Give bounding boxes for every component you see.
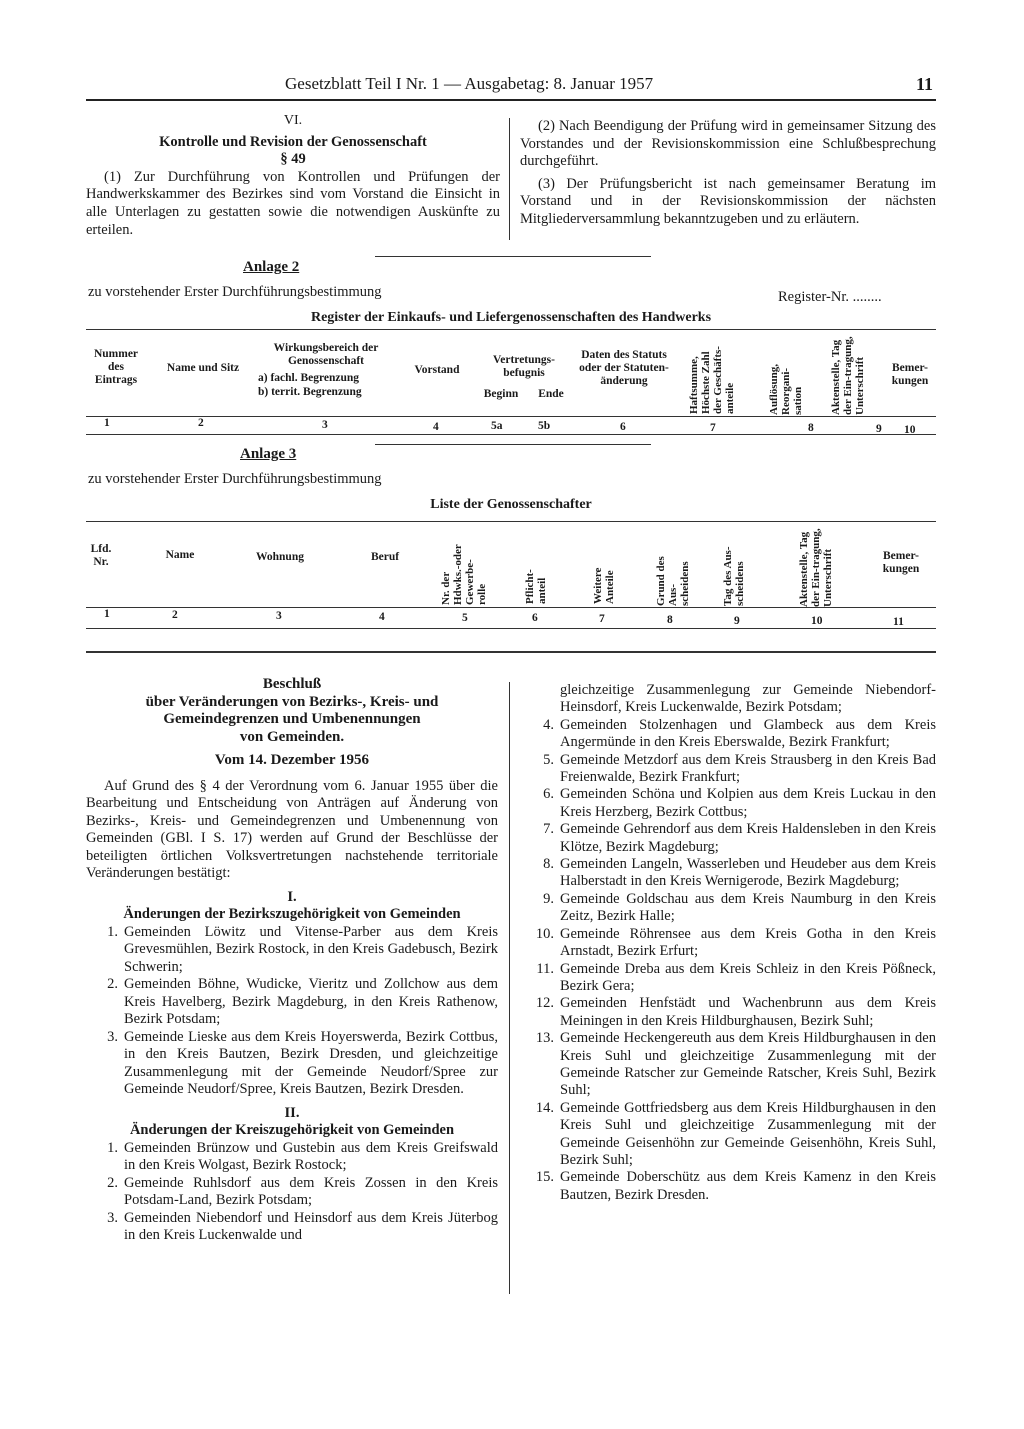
item-number: 11. <box>536 960 554 977</box>
col-weitere-anteile: Weitere Anteile <box>592 567 616 604</box>
list-item <box>522 926 936 961</box>
item-number: 1. <box>107 923 118 940</box>
section-divider <box>86 651 936 653</box>
item-text: Gemeinde Gehrendorf aus dem Kreis Haldensleben in den Kreis Klötze, Bezirk Magdeburg; <box>560 821 936 855</box>
col-aufloesung: Auflösung, Reorgani-sation <box>768 363 804 415</box>
item-text: Gemeinde Doberschütz aus dem Kreis Kamenz in den Kreis Bautzen, Bezirk Dresden. <box>560 1169 936 1203</box>
table2-mid-rule <box>86 416 936 417</box>
col-nummer: Nummer des Eintrags <box>93 348 139 386</box>
beschluss-intro: Auf Grund des § 4 der Verordnung vom 6. Januar 1955 über die Bearbeitung und Entscheidung von Anträgen auf Änderung von Bezirks-, Kreis- und Gemeindegrenzen und Umbenennung von Gemeinden (GBl. I S. 17) werden auf Grund der Beschlüsse der beteiligten örtlichen Volksvertretungen nachstehende territoriale Veränderungen bestätigt: <box>86 777 498 881</box>
col-lfd-nr: Lfd. Nr. <box>90 543 112 568</box>
col-rolle: Nr. der Hdwks.-oder Gewerbe-rolle <box>440 544 488 605</box>
col-name-sitz: Name und Sitz <box>166 362 240 374</box>
col-num: 2 <box>198 417 204 429</box>
section-number: VI. <box>283 113 303 128</box>
col-bemerkungen: Bemer-kungen <box>882 550 920 575</box>
col-num: 8 <box>808 422 814 434</box>
anlage2-table-title: Register der Einkaufs- und Liefergenossenschaften des Handwerks <box>310 310 712 325</box>
col-num: 10 <box>904 424 916 436</box>
list-item <box>522 752 936 787</box>
anlage2-heading: Anlage 2 <box>243 259 300 275</box>
item-text: Gemeinde Lieske aus dem Kreis Hoyerswerda, Bezirk Cottbus, in den Kreis Bautzen, Bezirk Dresden, und gleichzeitige Zusammenlegung mit der Gemeinde Neudorf/Spree zur Gemeinde Neudorf/Spree, Kreis Bautzen, Bezirk Dresden. <box>124 1028 498 1097</box>
page-number: 11 <box>916 74 934 94</box>
list-item <box>522 786 936 821</box>
item-number: 7. <box>543 821 554 838</box>
col-name: Name <box>165 549 195 561</box>
beschluss-date: Vom 14. Dezember 1956 <box>214 752 370 768</box>
item-text: Gemeinden Schöna und Kolpien aus dem Kreis Luckau in den Kreis Herzberg, Bezirk Cottbus; <box>560 786 936 820</box>
item-number: 10. <box>535 925 554 942</box>
col-num: 11 <box>893 616 904 628</box>
col-tag: Tag des Aus-scheidens <box>722 546 746 606</box>
list-item <box>522 891 936 926</box>
item-number: 3. <box>107 1209 118 1226</box>
col-beginn: Beginn <box>483 388 519 400</box>
item-number: 4. <box>543 716 554 733</box>
list-item <box>522 1100 936 1170</box>
col-num: 4 <box>379 611 385 623</box>
header-title: Gesetzblatt Teil I Nr. 1 — Ausgabetag: 8. Januar 1957 <box>285 74 654 93</box>
table3-mid-rule <box>86 607 936 608</box>
page-header <box>0 74 1024 98</box>
beschluss-title-line: über Veränderungen von Bezirks-, Kreis- und <box>145 693 439 710</box>
item-text: Gemeinde Goldschau aus dem Kreis Naumburg in den Kreis Zeitz, Bezirk Halle; <box>560 890 936 925</box>
list-item <box>522 821 936 856</box>
col-num: 8 <box>667 614 673 626</box>
list-item <box>86 1029 498 1099</box>
col-ende: Ende <box>538 388 564 400</box>
col-num: 5 <box>462 612 468 624</box>
anlage3-subtitle: zu vorstehender Erster Durchführungsbestimmung <box>88 471 382 487</box>
col-fachl: a) fachl. Begrenzung <box>258 372 360 384</box>
item-continuation: gleichzeitige Zusammenlegung zur Gemeinde Niebendorf-Heinsdorf, Kreis Luckenwalde, Bezirk Potsdam; <box>560 682 936 716</box>
header-rule <box>86 99 936 101</box>
item-text: Gemeinden Brünzow und Gustebin aus dem Kreis Greifswald in den Kreis Wolgast, Bezirk Rostock; <box>124 1139 498 1173</box>
column-divider <box>509 118 510 240</box>
beschluss-title: Beschluß <box>262 676 322 692</box>
col-vertretung: Vertretungs-befugnis <box>493 354 555 379</box>
anlage3-rule <box>375 444 651 445</box>
item-number: 6. <box>543 786 554 803</box>
list-item <box>522 856 936 891</box>
list-item <box>86 976 498 1029</box>
section-i-number: I. <box>287 888 297 905</box>
item-text: Gemeinde Dreba aus dem Kreis Schleiz in den Kreis Pößneck, Bezirk Gera; <box>560 960 936 994</box>
item-text: Gemeinde Heckengereuth aus dem Kreis Hildburghausen in den Kreis Suhl und gleichzeitige Zusammenlegung mit der Gemeinde Ratscher zur Gemeinde Ratscher, Kreis Suhl, Bezirk Suhl; <box>560 1030 936 1099</box>
beschluss-left <box>86 676 498 1245</box>
col-bemerkungen: Bemer-kungen <box>891 362 929 387</box>
item-number: 13. <box>535 1030 554 1047</box>
item-text: Gemeinde Röhrensee aus dem Kreis Gotha in den Kreis Arnstadt, Bezirk Erfurt; <box>560 925 936 960</box>
item-text: Gemeinden Henfstädt und Wachenbrunn aus dem Kreis Meiningen in den Kreis Hildburghausen, Bezirk Suhl; <box>560 995 936 1029</box>
item-number: 8. <box>543 856 554 873</box>
paragraph-1: (1) Zur Durchführung von Kontrollen und Prüfungen der Handwerkskammer des Bezirkes sind vom Vorstand die Einsicht in alle Unterlagen zu gestatten sowie die notwendigen Auskünfte zu erteilen. <box>86 168 500 238</box>
list-item <box>86 1140 498 1175</box>
col-num: 2 <box>172 609 178 621</box>
col-pflichtanteil: Pflicht-anteil <box>524 569 548 604</box>
section-title: Kontrolle und Revision der Genossenschaft <box>159 133 427 150</box>
anlage3-table-title: Liste der Genossenschafter <box>430 497 592 512</box>
item-number: 2. <box>107 976 118 992</box>
anlage2-rule <box>375 256 651 257</box>
col-num: 6 <box>532 612 538 624</box>
col-num: 5b <box>538 420 551 432</box>
col-wirkungsbereich: Wirkungsbereich der Genossenschaft <box>273 342 379 367</box>
item-text: Gemeinde Metzdorf aus dem Kreis Strausberg in den Kreis Bad Freienwalde, Bezirk Frankfurt; <box>560 751 936 786</box>
col-num: 4 <box>433 421 439 433</box>
col-beruf: Beruf <box>370 551 400 563</box>
list-item <box>522 961 936 996</box>
section-i-title: Änderungen der Bezirkszugehörigkeit von Gemeinden <box>123 906 461 922</box>
list-item <box>522 995 936 1030</box>
col-haftsumme: Haftsumme, Höchste Zahl der Geschäfts-anteile <box>688 346 736 414</box>
item-text: Gemeinden Böhne, Wudicke, Vieritz und Zollchow aus dem Kreis Havelberg, Bezirk Magdeburg, in den Kreis Rathenow, Bezirk Potsdam; <box>124 976 498 1027</box>
item-text: Gemeinde Ruhlsdorf aus dem Kreis Zossen in den Kreis Potsdam-Land, Bezirk Potsdam; <box>124 1174 498 1208</box>
section-ii-title: Änderungen der Kreiszugehörigkeit von Gemeinden <box>129 1122 455 1138</box>
paragraph-2: (2) Nach Beendigung der Prüfung wird in gemeinsamer Sitzung des Vorstandes und der Revisionskommission eine Schlußbesprechung durchgeführt. <box>520 118 936 170</box>
beschluss-right <box>522 682 936 1204</box>
col-num: 7 <box>599 613 605 625</box>
col-wohnung: Wohnung <box>256 551 304 563</box>
item-text: Gemeinden Langeln, Wasserleben und Heudeber aus dem Kreis Halberstadt in den Kreis Wernigerode, Bezirk Magdeburg; <box>560 856 936 890</box>
item-number: 2. <box>107 1174 118 1191</box>
col-statut: Daten des Statuts oder der Statuten-änderung <box>579 349 669 387</box>
section-vi-right <box>520 118 936 229</box>
col-num: 6 <box>620 421 626 433</box>
col-num: 3 <box>276 610 282 622</box>
table2-top-rule <box>86 329 936 330</box>
register-number-label: Register-Nr. ........ <box>778 289 882 305</box>
col-vorstand: Vorstand <box>414 364 460 376</box>
col-aktenstelle: Aktenstelle, Tag der Ein-tragung, Unterschrift <box>798 528 834 607</box>
section-vi-left <box>86 112 500 239</box>
item-number: 1. <box>107 1139 118 1156</box>
col-num: 7 <box>710 422 716 434</box>
item-number: 12. <box>535 995 554 1012</box>
anlage2-subtitle: zu vorstehender Erster Durchführungsbestimmung <box>88 284 382 300</box>
item-number: 14. <box>535 1099 554 1116</box>
item-text: Gemeinden Stolzenhagen und Glambeck aus dem Kreis Angermünde in den Kreis Eberswalde, Bezirk Frankfurt; <box>560 716 936 751</box>
paragraph-number: § 49 <box>280 151 306 168</box>
col-num: 9 <box>876 423 882 435</box>
item-number: 5. <box>543 751 554 768</box>
col-aktenstelle: Aktenstelle, Tag der Ein-tragung, Unterschrift <box>830 336 866 415</box>
item-number: 15. <box>535 1169 554 1186</box>
list-item <box>86 1210 498 1245</box>
list-item <box>522 1169 936 1204</box>
table3-top-rule <box>86 521 936 522</box>
item-text: Gemeinde Gottfriedsberg aus dem Kreis Hildburghausen in den Kreis Suhl und gleichzeitige Zusammenlegung mit der Gemeinde Geisenhöhn zur Gemeinde Geisenhöhn, Kreis Suhl, Bezirk Suhl; <box>560 1099 936 1168</box>
list-item <box>522 717 936 752</box>
anlage3-heading: Anlage 3 <box>240 446 297 462</box>
list-item <box>522 1030 936 1100</box>
col-territ: b) territ. Begrenzung <box>258 386 362 398</box>
col-num: 1 <box>104 608 110 620</box>
col-num: 9 <box>734 615 740 627</box>
item-text: Gemeinden Löwitz und Vitense-Parber aus dem Kreis Grevesmühlen, Bezirk Rostock, in den Kreis Gadebusch, Bezirk Schwerin; <box>124 923 498 975</box>
table2-bottom-rule <box>86 434 936 435</box>
beschluss-title-line: von Gemeinden. <box>239 728 345 745</box>
item-number: 9. <box>543 890 554 907</box>
table3-bottom-rule <box>86 628 936 629</box>
col-num: 3 <box>322 419 328 431</box>
col-num: 10 <box>811 615 823 627</box>
col-num: 1 <box>104 417 110 429</box>
column-divider <box>509 682 510 1294</box>
list-item <box>86 1175 498 1210</box>
beschluss-title-line: Gemeindegrenzen und Umbenennungen <box>163 711 421 727</box>
section-ii-number: II. <box>284 1104 300 1121</box>
paragraph-3: (3) Der Prüfungsbericht ist nach gemeinsamer Beratung im Vorstand und in der Revisionskommission der nächsten Mitgliederversammlung bekanntzugeben und zu erläutern. <box>520 175 936 227</box>
col-num: 5a <box>491 420 503 432</box>
list-item <box>86 924 498 977</box>
col-grund: Grund des Aus-scheidens <box>655 556 691 606</box>
item-text: Gemeinden Niebendorf und Heinsdorf aus dem Kreis Jüterbog in den Kreis Luckenwalde und <box>124 1209 498 1243</box>
item-number: 3. <box>107 1028 118 1045</box>
